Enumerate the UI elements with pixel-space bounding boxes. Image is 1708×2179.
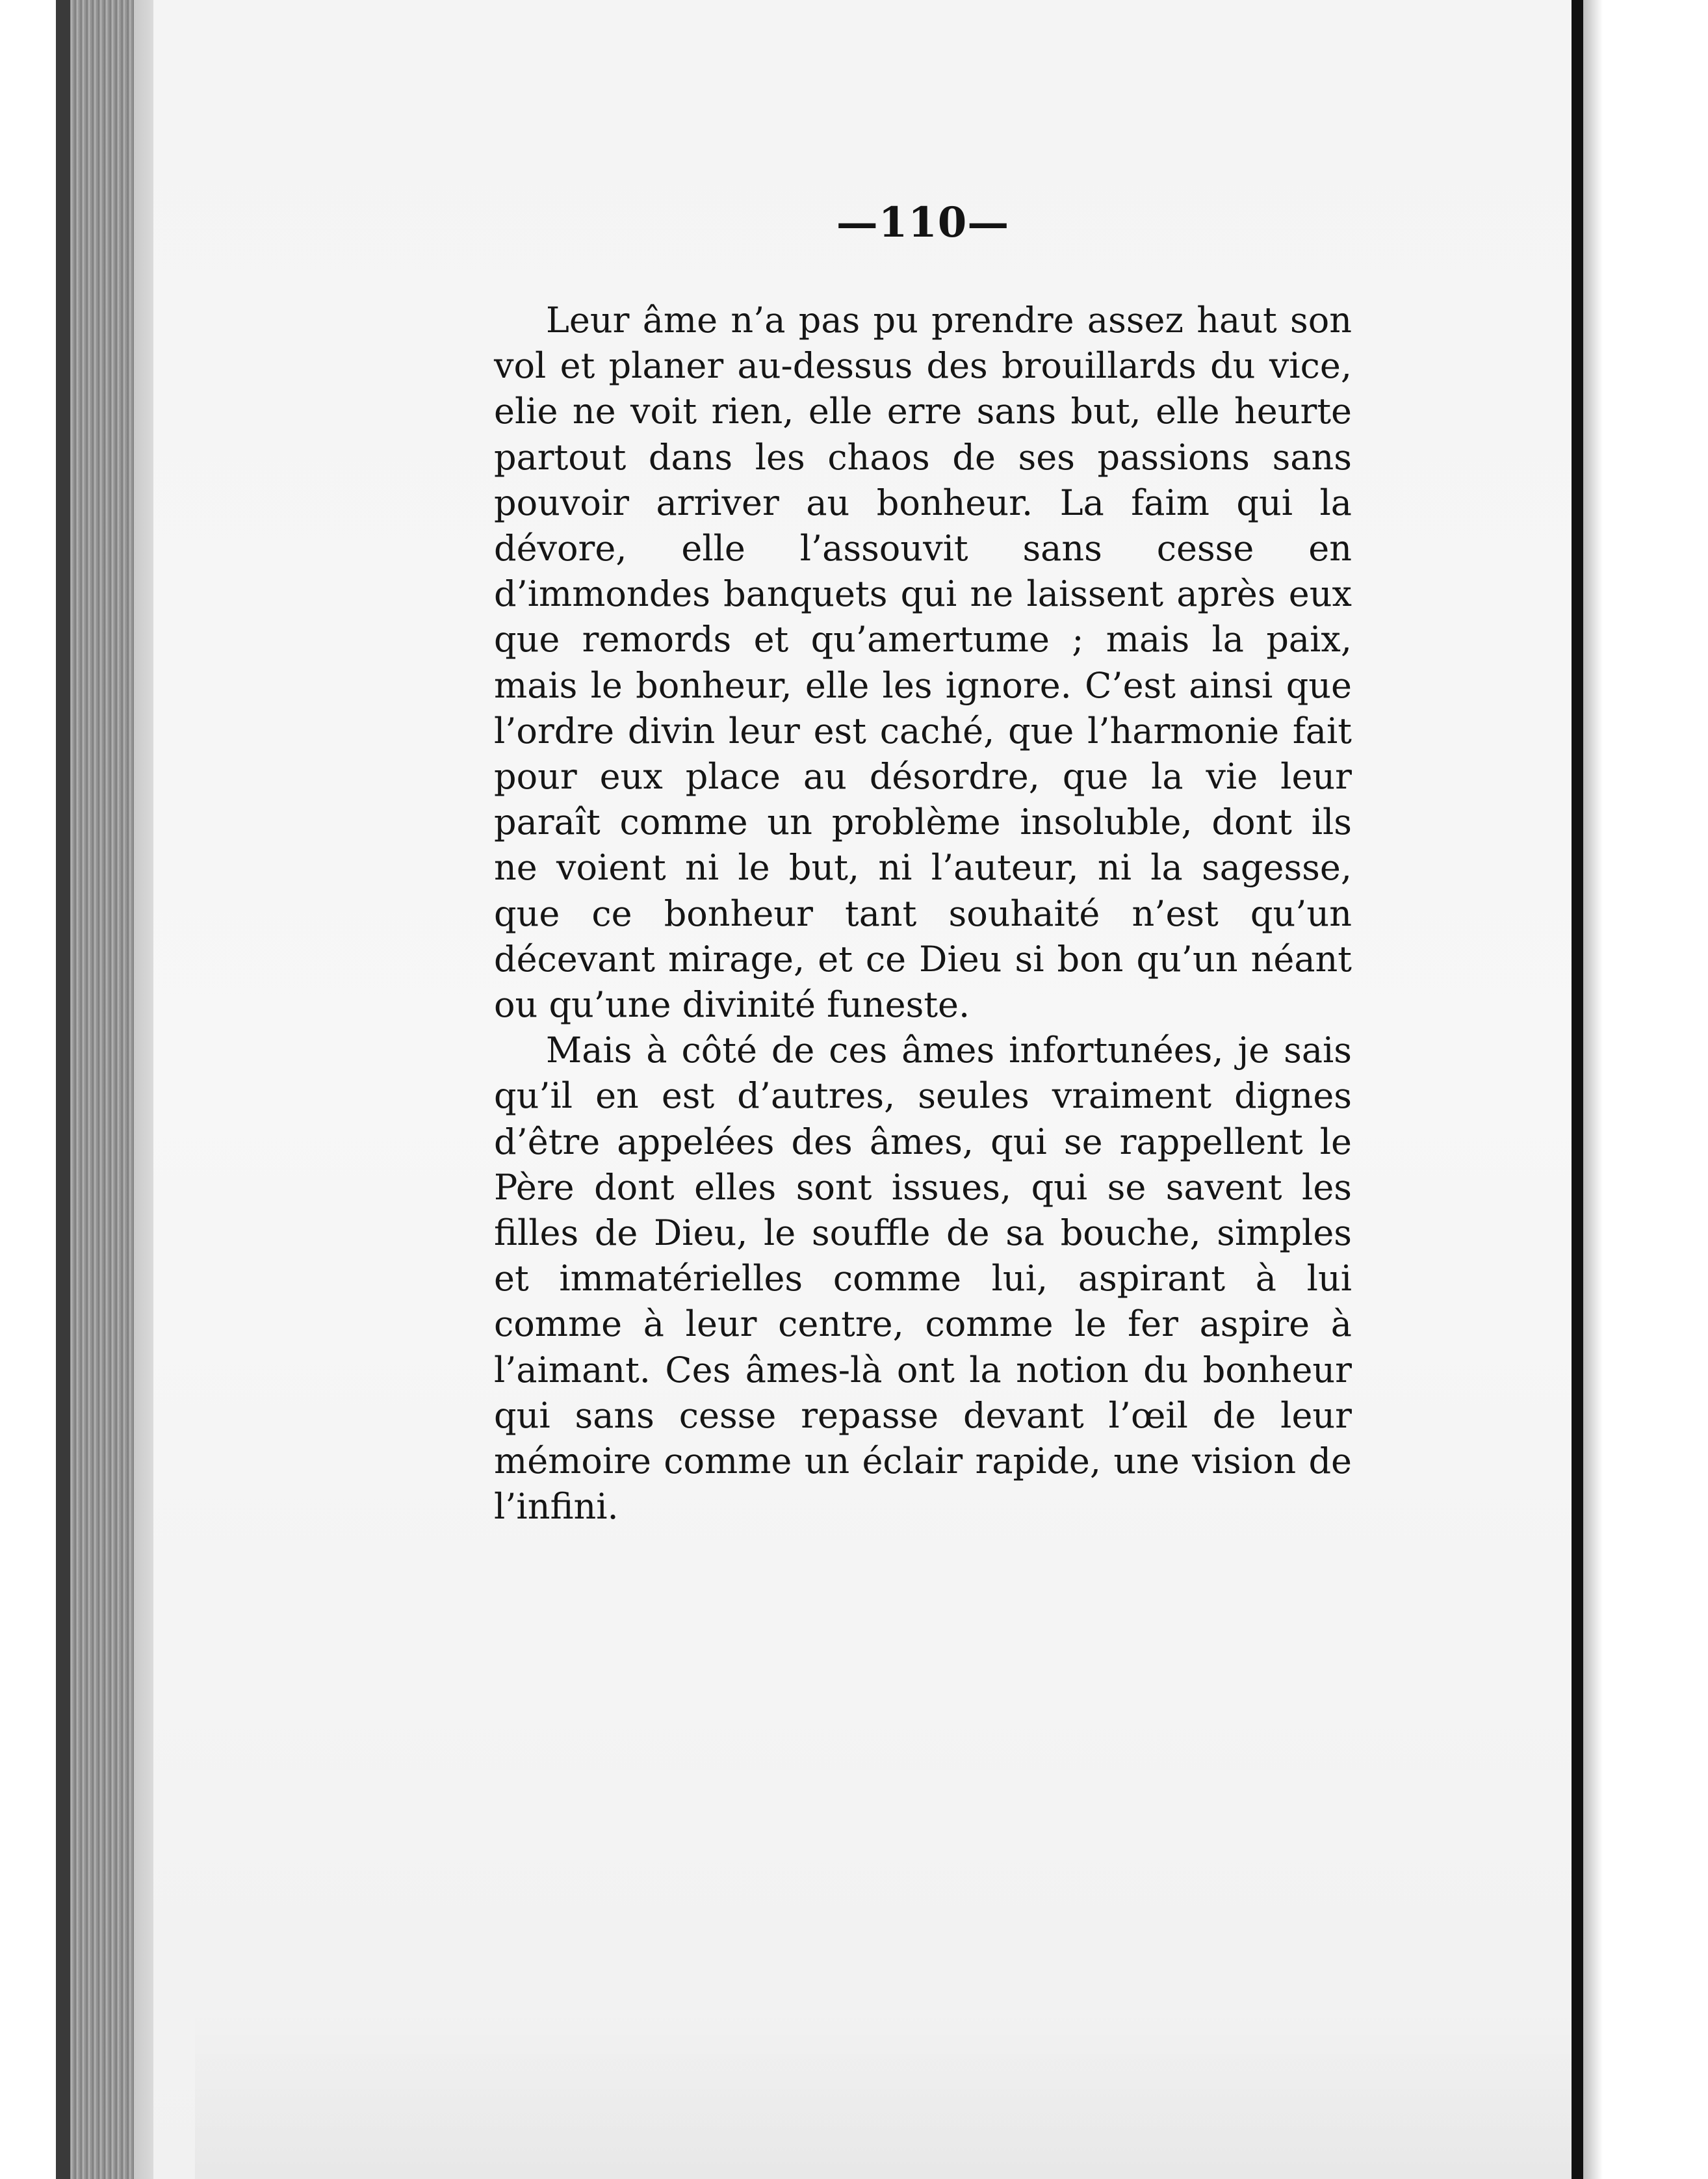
body-text xyxy=(494,298,1352,1530)
page-bottom-shade xyxy=(195,2009,1586,2179)
book-gutter xyxy=(1572,0,1583,2179)
paragraph-2: Mais à côté de ces âmes infortunées, je sais qu’il en est d’autres, seules vraiment dignes d’être appelées des âmes, qui se rappellent le Père dont elles sont issues, qui se savent les filles de Dieu, le souffle de sa bouche, simples et immatérielles comme lui, aspirant à lui comme à leur centre, comme le fer aspire à l’aimant. Ces âmes-là ont la notion du bonheur qui sans cesse repasse devant l’œil de leur mémoire comme un éclair rapide, une vision de l’infini. xyxy=(494,1030,1352,1528)
facing-page-edge xyxy=(1603,0,1708,2179)
book-fore-edge-dark-band xyxy=(56,0,70,2179)
gutter-shade xyxy=(1583,0,1603,2179)
paragraph-1: Leur âme n’a pas pu prendre assez haut son vol et planer au-dessus des brouillards du vice, elie ne voit rien, elle erre sans but, elle heurte partout dans les chaos de ses passions sans pouvoir arriver au bonheur. La faim qui la dévore, elle l’assouvit sans cesse en d’immondes banquets qui ne laissent après eux que remords et qu’amertume ; mais la paix, mais le bonheur, elle les ignore. C’est ainsi que l’ordre divin leur est caché, que l’harmonie fait pour eux place au désordre, que la vie leur paraît comme un problème insoluble, dont ils ne voient ni le but, ni l’auteur, ni la sagesse, que ce bonheur tant souhaité n’est qu’un décevant mirage, et ce Dieu si bon qu’un néant ou qu’une divinité funeste. xyxy=(494,300,1352,1026)
page-number: —110— xyxy=(836,198,1010,247)
